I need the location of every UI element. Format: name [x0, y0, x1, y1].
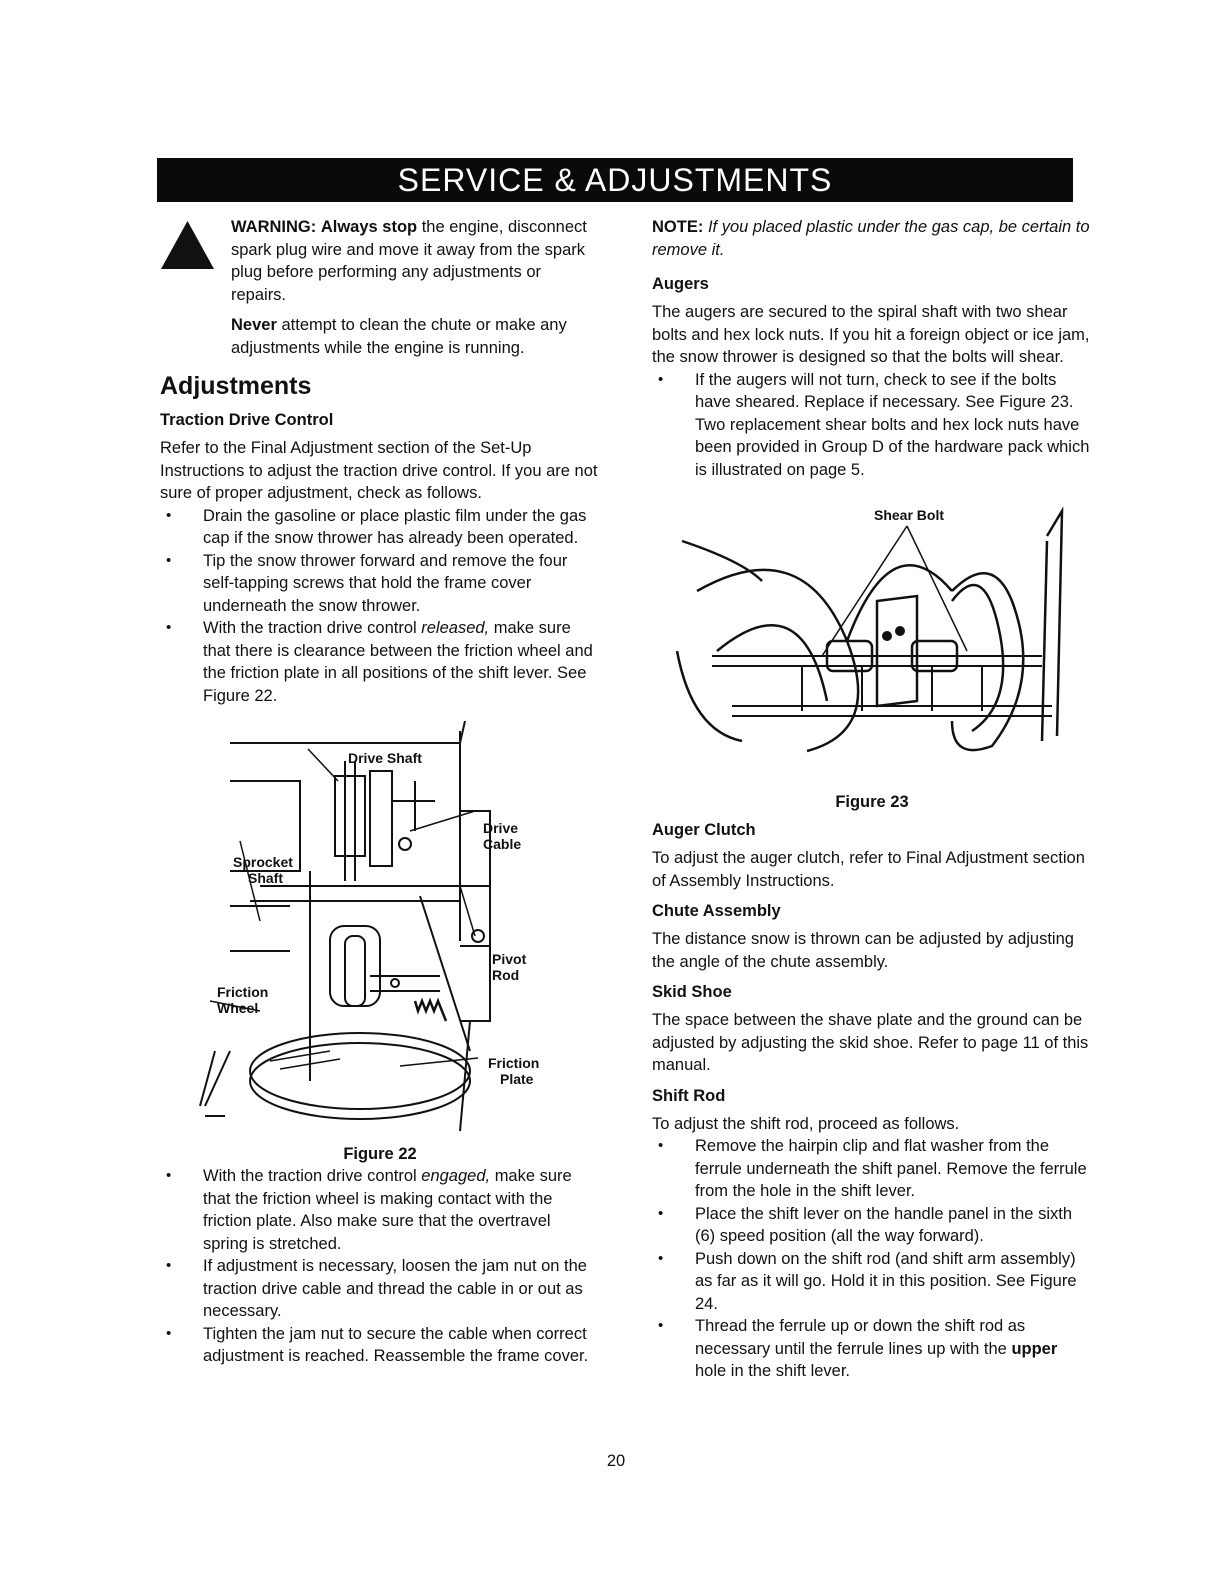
- label-drive-shaft: Drive Shaft: [348, 750, 422, 766]
- adjustments-heading: Adjustments: [160, 372, 312, 400]
- list-item: [160, 617, 600, 707]
- label-pivot-rod: [492, 951, 526, 983]
- list-item: • Tip the snow thrower forward and remove the four self-tapping screws that hold the frame cover underneath the snow thrower.: [160, 550, 600, 618]
- augers-title: Augers: [652, 275, 709, 293]
- note: [652, 216, 1092, 261]
- auger-clutch-title: Auger Clutch: [652, 821, 756, 839]
- label-line: Wheel: [217, 1000, 259, 1016]
- label-line: Friction: [217, 984, 269, 1000]
- auger-clutch-text: To adjust the auger clutch, refer to Final Adjustment section of Assembly Instructions.: [652, 849, 1085, 890]
- skid-shoe-title: Skid Shoe: [652, 983, 732, 1001]
- chute-title: Chute Assembly: [652, 902, 781, 920]
- label-drive-cable: [483, 820, 521, 852]
- bullet-text: With the traction drive control: [203, 1167, 417, 1185]
- label-shear-bolt: Shear Bolt: [874, 507, 945, 523]
- list-item: • Remove the hairpin clip and flat washer from the ferrule underneath the shift panel. Remove the ferrule from the hole in the shift lever.: [652, 1135, 1092, 1203]
- figure-23: [652, 501, 1092, 813]
- note-label: NOTE:: [652, 218, 704, 236]
- shift-rod-checklist: [652, 1135, 1092, 1383]
- bullet-text: make sure that the friction wheel is making contact with the friction plate. Also make sure that the overtravel spring is stretched.: [203, 1167, 572, 1253]
- list-item: • If adjustment is necessary, loosen the jam nut on the traction drive cable and thread the cable in or out as necessary.: [160, 1255, 600, 1323]
- shift-rod-intro: To adjust the shift rod, proceed as follows.: [652, 1114, 960, 1133]
- bullet-text: make sure that there is clearance between the friction wheel and the friction plate in all positions of the shift lever. See Figure 22.: [203, 619, 593, 705]
- section-banner: SERVICE & ADJUSTMENTS: [157, 158, 1073, 202]
- warning-label: WARNING:: [231, 218, 317, 236]
- chute-text: The distance snow is thrown can be adjusted by adjusting the angle of the chute assembly.: [652, 930, 1074, 971]
- warning-triangle-icon: [160, 220, 215, 270]
- augers-text: The augers are secured to the spiral shaft with two shear bolts and hex lock nuts. If you hit a foreign object or ice jam, the snow thrower is designed so that the bolts will shear.: [652, 303, 1090, 366]
- shift-rod-title: Shift Rod: [652, 1086, 726, 1105]
- bullet-text: With the traction drive control: [203, 619, 417, 637]
- left-column: [160, 216, 600, 1368]
- bullet-strong: upper: [1011, 1339, 1058, 1358]
- warning-text: [231, 216, 600, 306]
- warning-block: [160, 216, 600, 359]
- right-column: [652, 216, 1092, 1383]
- list-item: • Push down on the shift rod (and shift arm assembly) as far as it will go. Hold it in this position. See Figure 24.: [652, 1248, 1092, 1316]
- label-friction-wheel: [217, 984, 268, 1016]
- figure-23-caption: Figure 23: [835, 793, 909, 811]
- label-line: Friction: [488, 1055, 540, 1071]
- bullet-emphasis: released,: [421, 619, 490, 637]
- figure-22: [160, 721, 600, 1161]
- bullet-text: hole in the shift lever.: [695, 1362, 851, 1380]
- label-line: Drive: [483, 820, 519, 836]
- bullet-emphasis: engaged,: [421, 1167, 491, 1185]
- label-line: Shaft: [248, 870, 283, 886]
- warning-body: the engine, disconnect spark plug wire and move it away from the spark plug before performing any adjustments or repairs.: [231, 218, 587, 304]
- engaged-checklist: [160, 1165, 600, 1368]
- label-line: Cable: [483, 836, 522, 852]
- label-sprocket-shaft: [233, 854, 293, 886]
- list-item: [160, 1165, 600, 1255]
- never-text: [231, 314, 600, 359]
- figure-22-caption: Figure 22: [343, 1145, 417, 1163]
- label-line: Plate: [500, 1071, 534, 1087]
- traction-intro: Refer to the Final Adjustment section of the Set-Up Instructions to adjust the traction drive control. If you are not sure of proper adjustment, check as follows.: [160, 439, 598, 502]
- skid-shoe-text: The space between the shave plate and the ground can be adjusted by adjusting the skid shoe. Refer to page 11 of this manual.: [652, 1011, 1089, 1074]
- never-strong: Never: [231, 316, 277, 334]
- list-item: [652, 1315, 1092, 1383]
- label-line: Rod: [492, 967, 520, 983]
- traction-checklist: [160, 505, 600, 708]
- list-item: • Place the shift lever on the handle panel in the sixth (6) speed position (all the way forward).: [652, 1203, 1092, 1248]
- label-line: Pivot: [492, 951, 527, 967]
- label-line: Sprocket: [233, 854, 293, 870]
- list-item: • Drain the gasoline or place plastic film under the gas cap if the snow thrower has already been operated.: [160, 505, 600, 550]
- traction-drive-title: Traction Drive Control: [160, 411, 334, 429]
- note-text: If you placed plastic under the gas cap, be certain to remove it.: [652, 218, 1090, 259]
- bullet-text: Thread the ferrule up or down the shift rod as necessary until the ferrule lines up with the: [695, 1317, 1026, 1358]
- never-body: attempt to clean the chute or make any adjustments while the engine is running.: [231, 316, 567, 357]
- label-friction-plate: [488, 1055, 539, 1087]
- warning-strong: Always stop: [320, 218, 418, 236]
- auger-illustration: [652, 501, 1092, 771]
- list-item: • Tighten the jam nut to secure the cable when correct adjustment is reached. Reassemble the frame cover.: [160, 1323, 600, 1368]
- augers-checklist: [652, 369, 1092, 482]
- list-item: • If the augers will not turn, check to see if the bolts have sheared. Replace if necessary. See Figure 23. Two replacement shear bolts and hex lock nuts have been provided in Group D of the hardware pack which is illustrated on page 5.: [652, 369, 1092, 482]
- page-number: 20: [606, 1452, 626, 1470]
